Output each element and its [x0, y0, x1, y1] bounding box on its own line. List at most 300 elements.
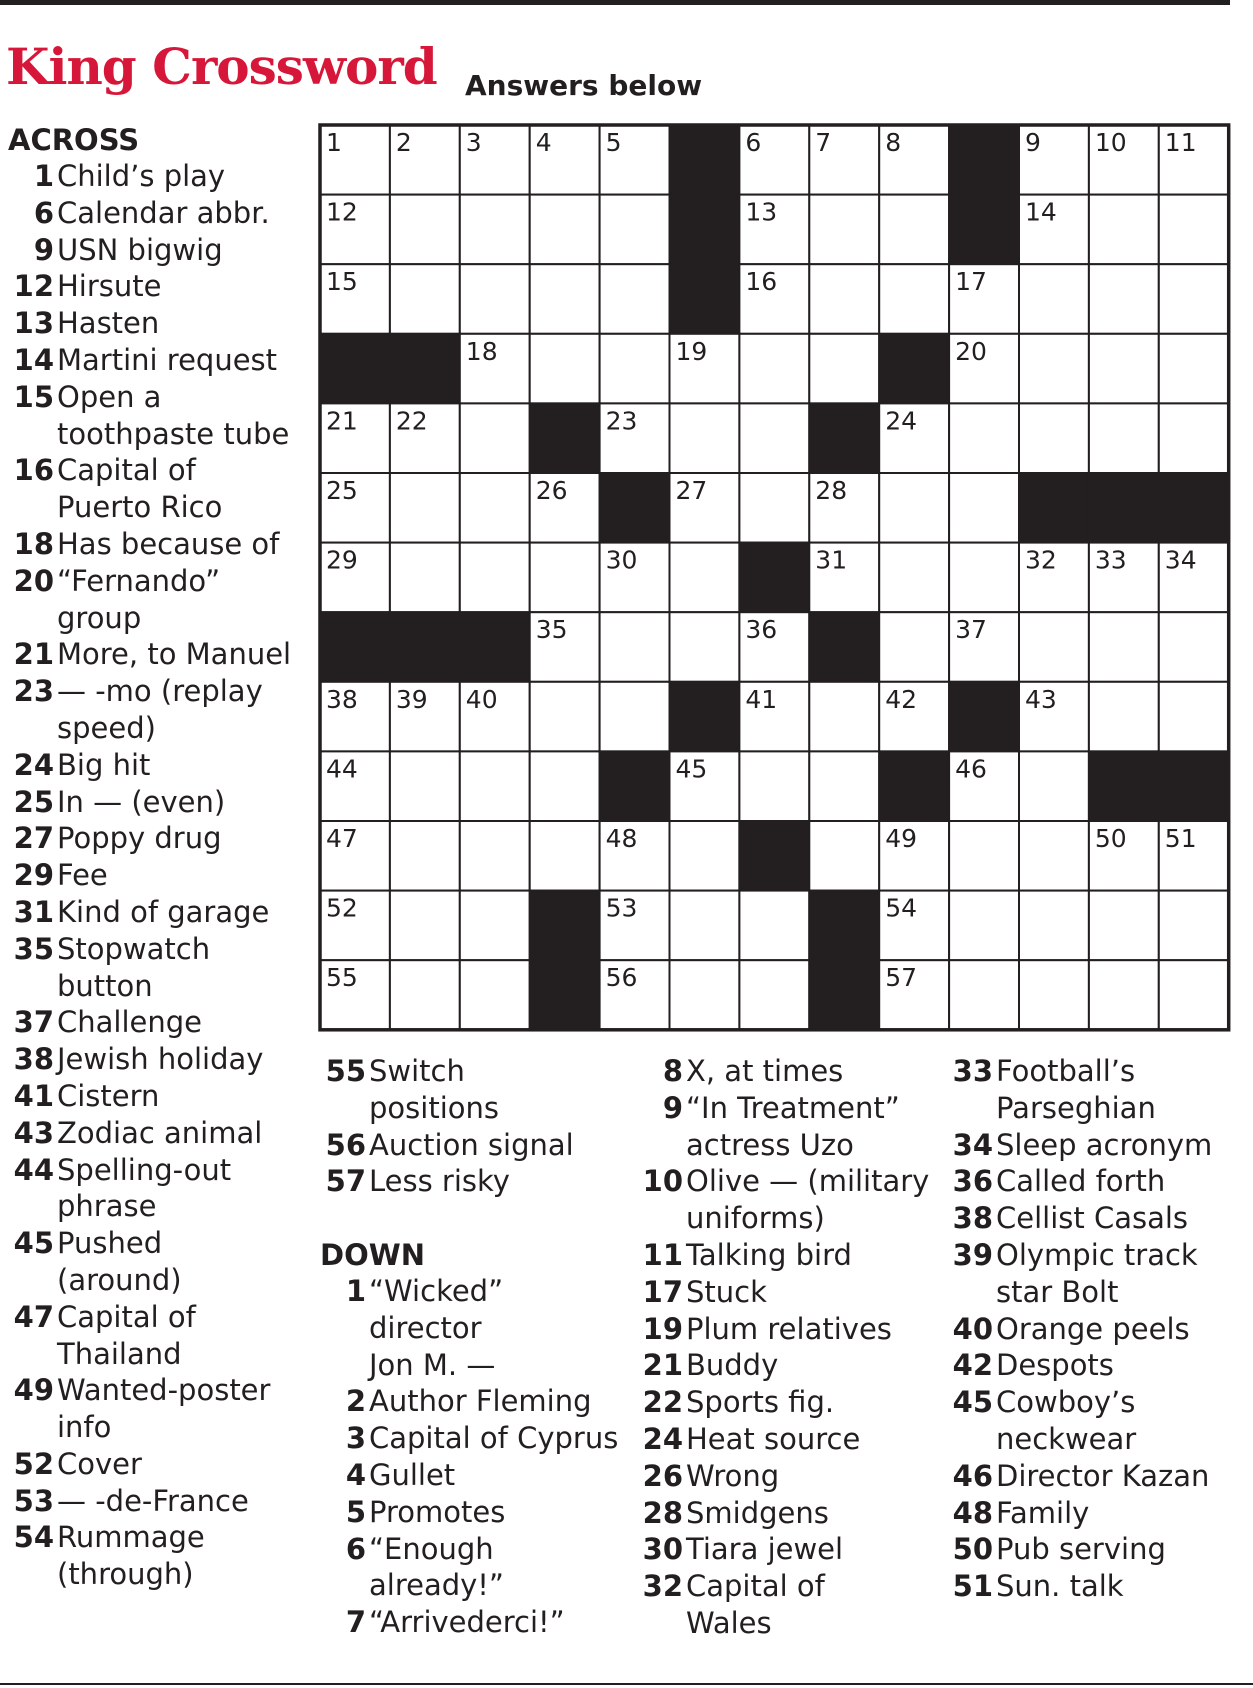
- grid-cell[interactable]: [1159, 960, 1229, 1030]
- grid-cell[interactable]: [460, 264, 530, 334]
- clue-number: 25: [13, 784, 54, 819]
- black-square: [390, 612, 460, 682]
- clue-number: 45: [952, 1385, 993, 1420]
- grid-cell[interactable]: [530, 264, 600, 334]
- down-clue: [950, 1237, 1250, 1311]
- cell-number: 18: [465, 336, 498, 366]
- clue-number: 16: [13, 453, 54, 488]
- down-clue: [320, 1383, 620, 1420]
- clue-line: Open a: [57, 379, 162, 414]
- down-clue: [950, 1347, 1250, 1384]
- grid-cell[interactable]: [1159, 682, 1229, 752]
- grid-cell[interactable]: [670, 821, 740, 891]
- grid-cell[interactable]: [530, 821, 600, 891]
- clue-line: “Enough: [369, 1531, 494, 1566]
- clue-text: [683, 1053, 948, 1090]
- clue-text: [683, 1421, 948, 1458]
- clue-line: Jon M. —: [369, 1347, 496, 1382]
- grid-cell[interactable]: [949, 891, 1019, 961]
- clue-text: [993, 1568, 1250, 1605]
- cell-number: 15: [326, 267, 358, 297]
- clue-number: 18: [13, 526, 54, 561]
- clue-number: 8: [662, 1054, 683, 1088]
- grid-cell[interactable]: [809, 682, 879, 752]
- grid-cell[interactable]: [1159, 334, 1229, 404]
- cell-number: 21: [326, 406, 358, 436]
- clue-number: 37: [13, 1005, 54, 1040]
- black-square: [460, 612, 530, 682]
- clue-number: 48: [952, 1495, 993, 1530]
- cell-number: 1: [326, 128, 342, 157]
- across-heading: ACROSS: [8, 123, 140, 157]
- grid-cell[interactable]: [530, 751, 600, 821]
- cell-number: 22: [395, 406, 428, 436]
- clue-line: — -de-France: [57, 1483, 249, 1518]
- clue-line: “In Treatment”: [686, 1090, 900, 1125]
- clue-text: [54, 747, 308, 784]
- down-clue: [633, 1568, 948, 1642]
- black-square: [320, 334, 390, 404]
- cell-number: 44: [326, 754, 358, 784]
- cell-number: 23: [605, 406, 638, 436]
- grid-cell[interactable]: [530, 195, 600, 265]
- down-clue: [633, 1495, 948, 1532]
- grid-cell[interactable]: [460, 751, 530, 821]
- clue-text: [54, 820, 308, 857]
- down-clue: [633, 1274, 948, 1311]
- grid-cell[interactable]: [1089, 403, 1159, 473]
- black-square: [670, 264, 740, 334]
- across-clue: [8, 1299, 308, 1373]
- cell-number: 56: [605, 963, 638, 993]
- grid-cell[interactable]: [739, 751, 809, 821]
- clue-number: 22: [642, 1385, 683, 1420]
- grid-cell[interactable]: [670, 960, 740, 1030]
- grid-cell[interactable]: [390, 543, 460, 613]
- grid-cell[interactable]: [600, 682, 670, 752]
- clue-text: [993, 1237, 1250, 1311]
- down-clue: [320, 1273, 620, 1383]
- black-square: [739, 821, 809, 891]
- grid-cell[interactable]: [949, 473, 1019, 543]
- clue-number: 20: [13, 563, 54, 598]
- across-clue: [8, 1078, 308, 1115]
- cell-number: 50: [1094, 824, 1127, 853]
- clue-text: [54, 1299, 308, 1373]
- across-clue: [8, 158, 308, 195]
- clue-line: (through): [57, 1557, 194, 1592]
- across-clue: [8, 857, 308, 894]
- clue-text: [54, 1115, 308, 1152]
- clue-text: [54, 636, 308, 673]
- grid-cell[interactable]: [809, 821, 879, 891]
- clue-number: 5: [345, 1494, 366, 1529]
- clue-line: USN bigwig: [57, 232, 223, 267]
- clue-number: 11: [642, 1237, 683, 1272]
- clue-text: [54, 563, 308, 637]
- grid-cell[interactable]: [879, 612, 949, 682]
- clue-line: Smidgens: [686, 1495, 829, 1530]
- across-clue: [8, 1225, 308, 1299]
- clue-line: Puerto Rico: [57, 490, 223, 525]
- grid-cell[interactable]: [390, 891, 460, 961]
- down-clue: [320, 1604, 620, 1641]
- grid-cell[interactable]: [390, 473, 460, 543]
- clue-line: Family: [996, 1495, 1090, 1530]
- clue-column-4: [950, 1053, 1250, 1605]
- cell-number: 26: [535, 476, 568, 505]
- grid-cell[interactable]: [1019, 403, 1089, 473]
- clue-line: Cellist Casals: [996, 1201, 1189, 1236]
- clue-text: [54, 268, 308, 305]
- clue-line: Fee: [57, 858, 108, 893]
- cell-number: 11: [1164, 128, 1197, 157]
- grid-cell[interactable]: [1019, 612, 1089, 682]
- clue-line: “Wicked” director: [369, 1273, 504, 1345]
- clue-number: 46: [952, 1458, 993, 1493]
- clue-line: Poppy drug: [57, 821, 222, 856]
- cell-number: 17: [955, 267, 987, 297]
- black-square: [320, 612, 390, 682]
- clue-number: 35: [13, 931, 54, 966]
- clue-line: Martini request: [57, 342, 278, 377]
- clue-line: info: [57, 1410, 112, 1445]
- clue-line: phrase: [57, 1189, 157, 1224]
- clue-text: [993, 1053, 1250, 1127]
- clue-line: Rummage: [57, 1520, 205, 1555]
- cell-number: 16: [745, 267, 778, 297]
- black-square: [530, 403, 600, 473]
- clue-line: Jewish holiday: [57, 1042, 264, 1077]
- clue-number: 34: [952, 1127, 993, 1162]
- down-clue: [633, 1421, 948, 1458]
- clue-number: 40: [952, 1311, 993, 1346]
- cell-number: 40: [465, 684, 498, 714]
- grid-cell[interactable]: [739, 473, 809, 543]
- black-square: [530, 960, 600, 1030]
- clue-line: Cistern: [57, 1078, 160, 1113]
- grid-cell[interactable]: [460, 403, 530, 473]
- clue-number: 31: [13, 894, 54, 929]
- grid-cell[interactable]: [739, 891, 809, 961]
- clue-text: [366, 1163, 620, 1200]
- down-clue: [950, 1311, 1250, 1348]
- grid-cell[interactable]: [739, 960, 809, 1030]
- clue-text: [54, 1372, 308, 1446]
- clue-line: Buddy: [686, 1348, 779, 1383]
- down-clue: [633, 1163, 948, 1237]
- cell-number: 34: [1164, 545, 1197, 575]
- clue-line: — -mo (replay: [57, 674, 263, 709]
- clue-line: actress Uzo: [686, 1127, 854, 1162]
- cell-number: 6: [745, 128, 762, 157]
- clue-number: 9: [33, 232, 54, 267]
- down-heading: DOWN: [320, 1237, 425, 1272]
- grid-cell[interactable]: [600, 612, 670, 682]
- clue-line: Promotes: [369, 1494, 506, 1529]
- grid-cell[interactable]: [460, 891, 530, 961]
- clue-line: Child’s play: [57, 159, 226, 193]
- grid-cell[interactable]: [390, 195, 460, 265]
- clue-text: [54, 1519, 308, 1593]
- grid-cell[interactable]: [1089, 334, 1159, 404]
- grid-cell[interactable]: [1159, 403, 1229, 473]
- clue-number: 21: [13, 637, 54, 672]
- clue-text: [54, 305, 308, 342]
- clue-text: [54, 195, 308, 232]
- across-clue: [320, 1163, 620, 1200]
- clue-number: 10: [642, 1164, 683, 1199]
- grid-cell[interactable]: [390, 960, 460, 1030]
- cell-number: 4: [535, 128, 552, 157]
- grid-cell[interactable]: [949, 403, 1019, 473]
- down-clue: [950, 1568, 1250, 1605]
- clue-line: Switch: [369, 1054, 465, 1088]
- clue-line: speed): [57, 710, 156, 745]
- grid-cell[interactable]: [879, 473, 949, 543]
- clue-number: 7: [345, 1605, 366, 1640]
- cell-number: 25: [326, 476, 358, 505]
- cell-number: 14: [1025, 197, 1057, 227]
- grid-cell[interactable]: [530, 334, 600, 404]
- cell-number: 30: [605, 545, 638, 575]
- clue-line: Tiara jewel: [686, 1532, 844, 1567]
- black-square: [390, 334, 460, 404]
- black-square: [739, 543, 809, 613]
- clue-line: Football’s: [996, 1054, 1136, 1088]
- clue-text: [683, 1458, 948, 1495]
- clue-text: [366, 1383, 620, 1420]
- down-clue: [633, 1384, 948, 1421]
- clue-text: [366, 1273, 620, 1383]
- clue-text: [993, 1495, 1250, 1532]
- page-title: King Crossword: [6, 37, 437, 96]
- clue-number: 53: [13, 1483, 54, 1518]
- grid-cell[interactable]: [1019, 891, 1089, 961]
- across-clue: [8, 1372, 308, 1446]
- clue-line: More, to Manuel: [57, 637, 292, 672]
- clue-number: 38: [13, 1042, 54, 1077]
- grid-cell[interactable]: [809, 751, 879, 821]
- black-square: [949, 125, 1019, 195]
- grid-cell[interactable]: [809, 264, 879, 334]
- clue-line: Wrong: [686, 1458, 780, 1493]
- grid-cell[interactable]: [1019, 751, 1089, 821]
- across-clue: [8, 1483, 308, 1520]
- cell-number: 3: [465, 128, 482, 157]
- grid-cell[interactable]: [460, 473, 530, 543]
- cell-number: 31: [815, 545, 848, 575]
- clue-number: 26: [642, 1458, 683, 1493]
- grid-cell[interactable]: [390, 821, 460, 891]
- cell-number: 41: [745, 684, 778, 714]
- clue-line: Kind of garage: [57, 894, 270, 929]
- grid-cell[interactable]: [1089, 891, 1159, 961]
- grid-cell[interactable]: [600, 195, 670, 265]
- grid-cell[interactable]: [739, 403, 809, 473]
- black-square: [670, 125, 740, 195]
- clue-number: 9: [662, 1090, 683, 1125]
- cell-number: 46: [955, 754, 987, 784]
- black-square: [670, 682, 740, 752]
- black-square: [879, 334, 949, 404]
- clue-number: 30: [642, 1532, 683, 1567]
- grid-cell[interactable]: [670, 403, 740, 473]
- grid-cell[interactable]: [1019, 821, 1089, 891]
- clue-text: [993, 1458, 1250, 1495]
- clue-text: [366, 1457, 620, 1494]
- clue-number: 52: [13, 1446, 54, 1481]
- clue-line: Parseghian: [996, 1090, 1156, 1125]
- grid-cell[interactable]: [739, 334, 809, 404]
- grid-cell[interactable]: [1089, 682, 1159, 752]
- grid-cell[interactable]: [879, 195, 949, 265]
- down-clue: [950, 1163, 1250, 1200]
- cell-number: 12: [326, 197, 358, 227]
- clue-line: Calendar abbr.: [57, 195, 270, 230]
- cell-number: 51: [1164, 824, 1197, 853]
- across-clue: [8, 1446, 308, 1483]
- clue-text: [54, 452, 308, 526]
- cell-number: 45: [675, 754, 708, 784]
- clue-text: [683, 1090, 948, 1164]
- clue-line: X, at times: [686, 1054, 844, 1088]
- grid-cell[interactable]: [600, 264, 670, 334]
- clue-number: 24: [13, 747, 54, 782]
- cell-number: 27: [675, 476, 708, 505]
- grid-cell[interactable]: [809, 195, 879, 265]
- clue-line: button: [57, 968, 153, 1003]
- clue-number: 19: [642, 1311, 683, 1346]
- clue-text: [993, 1200, 1250, 1237]
- clue-line: Auction signal: [369, 1127, 574, 1162]
- clue-text: [683, 1163, 948, 1237]
- clue-line: In — (even): [57, 784, 226, 819]
- black-square: [809, 891, 879, 961]
- clue-text: [683, 1568, 948, 1642]
- down-clue: [633, 1458, 948, 1495]
- grid-cell[interactable]: [670, 612, 740, 682]
- grid-cell[interactable]: [530, 682, 600, 752]
- grid-cell[interactable]: [530, 543, 600, 613]
- cell-number: 47: [326, 824, 358, 853]
- grid-cell[interactable]: [460, 960, 530, 1030]
- across-clue: [8, 673, 308, 747]
- grid-cell[interactable]: [1089, 960, 1159, 1030]
- grid-cell[interactable]: [600, 334, 670, 404]
- clue-line: Heat source: [686, 1421, 861, 1456]
- clue-number: 13: [13, 306, 54, 341]
- down-clue: [320, 1420, 620, 1457]
- black-square: [1089, 473, 1159, 543]
- clue-text: [993, 1127, 1250, 1164]
- down-clue: [633, 1090, 948, 1164]
- grid-cell[interactable]: [879, 264, 949, 334]
- clue-text: [683, 1531, 948, 1568]
- clue-number: 49: [13, 1373, 54, 1408]
- down-clue: [633, 1347, 948, 1384]
- clue-number: 4: [345, 1457, 366, 1492]
- grid-cell[interactable]: [949, 960, 1019, 1030]
- grid-cell[interactable]: [1019, 334, 1089, 404]
- across-clue: [8, 268, 308, 305]
- grid-cell[interactable]: [1089, 195, 1159, 265]
- clue-line: star Bolt: [996, 1274, 1119, 1309]
- crossword-grid: [318, 123, 1231, 1032]
- grid-cell[interactable]: [949, 543, 1019, 613]
- clue-line: Big hit: [57, 747, 151, 782]
- across-clue: [8, 452, 308, 526]
- clue-text: [366, 1053, 620, 1127]
- top-rule: [0, 0, 1230, 5]
- cell-number: 55: [326, 963, 358, 993]
- clue-line: (around): [57, 1262, 182, 1297]
- clue-number: 27: [13, 821, 54, 856]
- clue-line: toothpaste tube: [57, 416, 290, 451]
- grid-cell[interactable]: [1089, 612, 1159, 682]
- clue-line: Wanted-poster: [57, 1373, 271, 1408]
- grid-cell[interactable]: [460, 195, 530, 265]
- cell-number: 49: [885, 824, 918, 853]
- grid-cell[interactable]: [1159, 891, 1229, 961]
- grid-cell[interactable]: [1159, 612, 1229, 682]
- across-clue: [320, 1053, 620, 1127]
- down-clue: [633, 1531, 948, 1568]
- grid-cell[interactable]: [670, 543, 740, 613]
- grid-cell[interactable]: [949, 821, 1019, 891]
- clue-number: 23: [13, 674, 54, 709]
- across-clue: [8, 820, 308, 857]
- grid-cell[interactable]: [390, 264, 460, 334]
- clue-text: [54, 1004, 308, 1041]
- grid-cell[interactable]: [1019, 960, 1089, 1030]
- cell-number: 8: [885, 128, 902, 157]
- clue-number: 51: [952, 1569, 993, 1604]
- clue-column-1: [8, 122, 308, 1593]
- clue-line: Thailand: [57, 1336, 182, 1371]
- clue-text: [683, 1311, 948, 1348]
- clue-text: [54, 379, 308, 453]
- grid-cell[interactable]: [1159, 264, 1229, 334]
- grid-cell[interactable]: [1089, 264, 1159, 334]
- clue-text: [993, 1347, 1250, 1384]
- black-square: [879, 751, 949, 821]
- clue-number: 47: [13, 1299, 54, 1334]
- clue-text: [54, 232, 308, 269]
- clue-line: neckwear: [996, 1421, 1137, 1456]
- down-clue: [633, 1053, 948, 1090]
- clue-line: “Arrivederci!”: [369, 1605, 565, 1640]
- grid-cell[interactable]: [460, 821, 530, 891]
- clue-number: 21: [642, 1348, 683, 1383]
- clue-line: uniforms): [686, 1201, 825, 1236]
- grid-cell[interactable]: [670, 891, 740, 961]
- clue-number: 45: [13, 1226, 54, 1261]
- grid-cell[interactable]: [1159, 195, 1229, 265]
- grid-cell[interactable]: [879, 543, 949, 613]
- cell-number: 7: [815, 128, 832, 157]
- clue-line: Stopwatch: [57, 931, 211, 966]
- cell-number: 35: [535, 615, 568, 645]
- grid-cell[interactable]: [390, 751, 460, 821]
- clue-line: Less risky: [369, 1164, 510, 1199]
- grid-cell[interactable]: [460, 543, 530, 613]
- down-clue: [950, 1053, 1250, 1127]
- grid-cell[interactable]: [1019, 264, 1089, 334]
- grid-cell[interactable]: [809, 334, 879, 404]
- across-clue: [8, 342, 308, 379]
- clue-text: [54, 931, 308, 1005]
